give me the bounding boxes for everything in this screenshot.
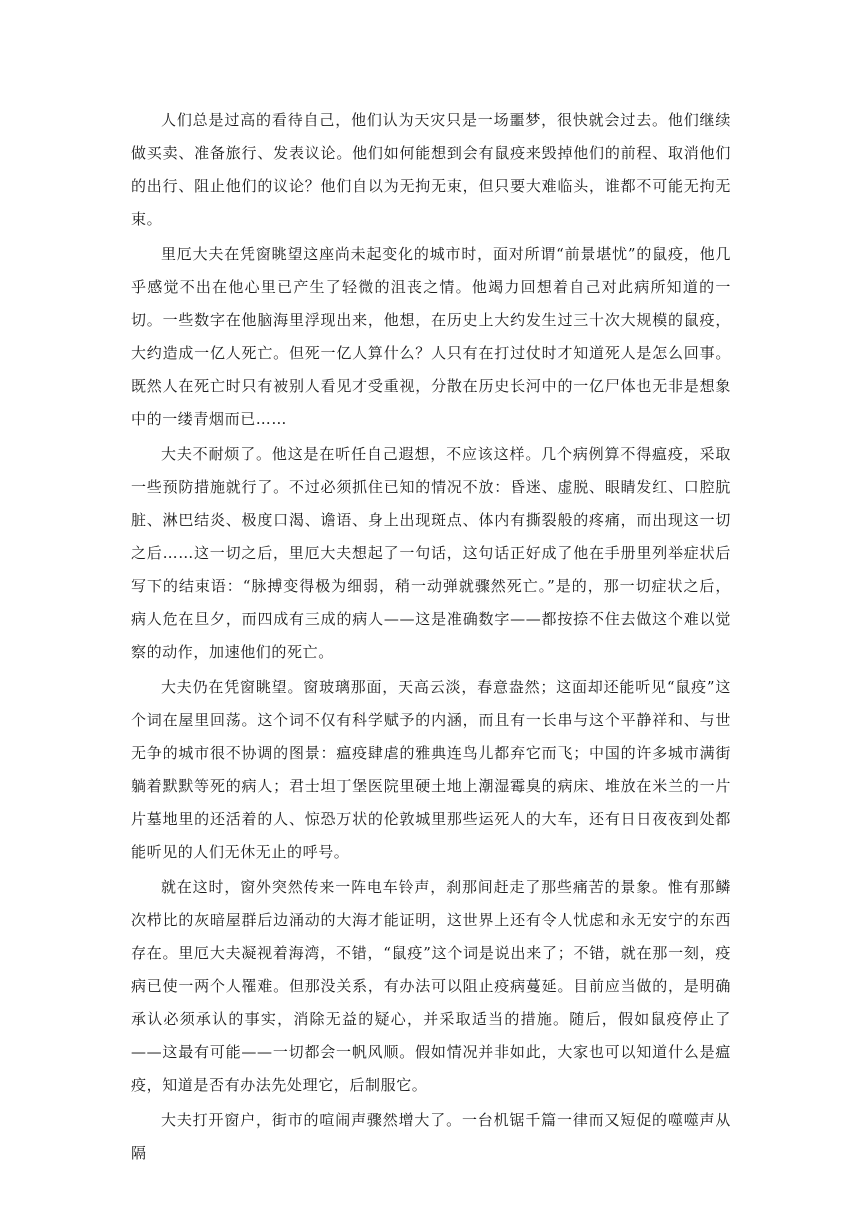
paragraph-4: 大夫仍在凭窗眺望。窗玻璃那面，天高云淡，春意盎然；这面却还能听见“鼠疫”这个词在屋里回荡。这个词不仅有科学赋予的内涵，而且有一长串与这个平静祥和、与世无争的城市很不协调的图景：瘟疫肆虐的雅典连鸟儿都弃它而飞；中国的许多城市满街躺着默默等死的病人；君士坦丁堡医院里硬土地上潮湿霉臭的病床、堆放在米兰的一片片墓地里的还活着的人、惊恐万状的伦敦城里那些运死人的大车，还有日日夜夜到处都能听见的人们无休无止的呼号。 bbox=[131, 678, 731, 861]
paragraph-5: 就在这时，窗外突然传来一阵电车铃声，刹那间赶走了那些痛苦的景象。惟有那鳞次栉比的灰暗屋群后边涌动的大海才能证明，这世界上还有令人忧虑和永无安宁的东西存在。里厄大夫凝视着海湾，不错，“鼠疫”这个词是说出来了；不错，就在那一刻，疫病已使一两个人罹难。但那没关系，有办法可以阻止疫病蔓延。目前应当做的，是明确承认必须承认的事实，消除无益的疑心，并采取适当的措施。随后，假如鼠疫停止了——这最有可能——一切都会一帆风顺。假如情况并非如此，大家也可以知道什么是瘟疫，知道是否有办法先处理它，后制服它。 bbox=[131, 878, 731, 1094]
paragraph-6: 大夫打开窗户，街市的喧闹声骤然增大了。一台机锯千篇一律而又短促的噬噬声从隔 bbox=[131, 1111, 731, 1162]
document-body bbox=[131, 104, 731, 1170]
paragraph-3: 大夫不耐烦了。他这是在听任自己遐想，不应该这样。几个病例算不得瘟疫，采取一些预防措施就行了。不过必须抓住已知的情况不放：昏迷、虚脱、眼睛发红、口腔肮脏、淋巴结炎、极度口渴、谵语、身上出现斑点、体内有撕裂般的疼痛，而出现这一切之后……这一切之后，里厄大夫想起了一句话，这句话正好成了他在手册里列举症状后写下的结束语：“脉搏变得极为细弱，稍一动弹就骤然死亡。”是的，那一切症状之后，病人危在旦夕，而四成有三成的病人——这是准确数字——都按捺不住去做这个难以觉察的动作，加速他们的死亡。 bbox=[131, 445, 731, 661]
paragraph-2: 里厄大夫在凭窗眺望这座尚未起变化的城市时，面对所谓“前景堪忧”的鼠疫，他几乎感觉不出在他心里已产生了轻微的沮丧之情。他竭力回想着自己对此病所知道的一切。一些数字在他脑海里浮现出来，他想，在历史上大约发生过三十次大规模的鼠疫，大约造成一亿人死亡。但死一亿人算什么？人只有在打过仗时才知道死人是怎么回事。既然人在死亡时只有被别人看见才受重视，分散在历史长河中的一亿尸体也无非是想象中的一缕青烟而已…… bbox=[131, 245, 731, 428]
paragraph-1: 人们总是过高的看待自己，他们认为天灾只是一场噩梦，很快就会过去。他们继续做买卖、准备旅行、发表议论。他们如何能想到会有鼠疫来毁掉他们的前程、取消他们的出行、阻止他们的议论？他们自以为无拘无束，但只要大难临头，谁都不可能无拘无束。 bbox=[131, 111, 731, 228]
